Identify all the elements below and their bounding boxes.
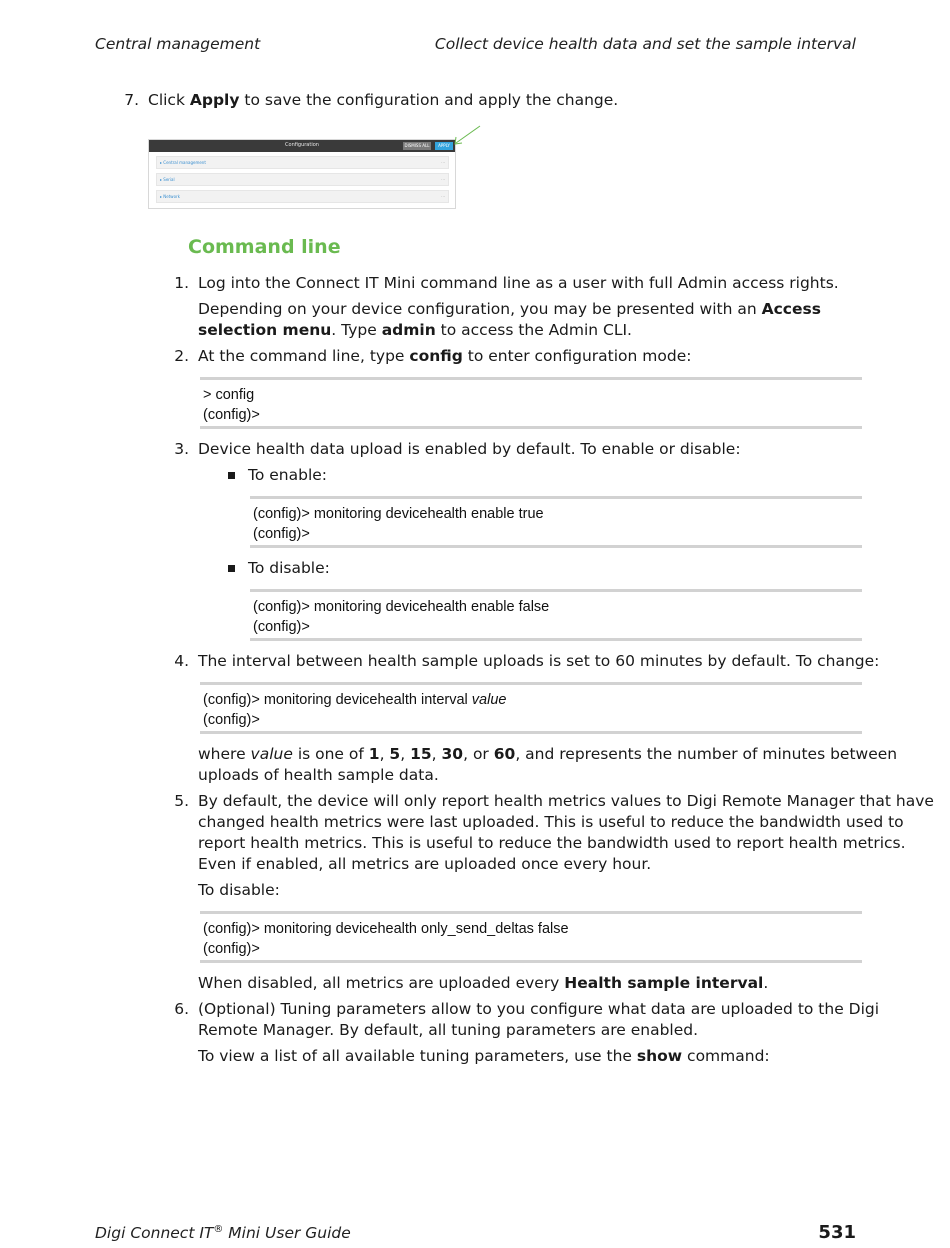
page-number: 531: [818, 1222, 856, 1243]
code-line: (config)> monitoring devicehealth interval value: [203, 692, 507, 708]
step-5-after: When disabled, all metrics are uploaded every Health sample interval.: [198, 974, 769, 992]
code-line: (config)>: [203, 712, 260, 728]
code-line: (config)> monitoring devicehealth enable true: [253, 506, 544, 522]
bullet-text: To disable:: [248, 559, 330, 577]
screenshot-titlebar: [149, 140, 455, 152]
step-number: 6.: [174, 1000, 189, 1018]
bullet-text: To enable:: [248, 466, 328, 484]
step-number: 4.: [174, 652, 189, 670]
step-text: The interval between health sample uploads is set to 60 minutes by default. To change:: [198, 652, 880, 670]
bullet-icon: [228, 565, 235, 572]
code-line: (config)>: [203, 941, 260, 957]
running-header-right: Collect device health data and set the sample interval: [434, 35, 856, 53]
running-footer: Digi Connect IT® Mini User Guide: [95, 1224, 351, 1243]
screenshot-row: ▸ Serial ⋯: [156, 173, 449, 186]
pointer-arrow-icon: [452, 124, 482, 148]
code-line: (config)> monitoring devicehealth only_send_deltas false: [203, 921, 569, 937]
code-line: (config)>: [253, 526, 310, 542]
step-text: Log into the Connect IT Mini command line as a user with full Admin access rights.: [198, 274, 839, 292]
step-text: Device health data upload is enabled by default. To enable or disable:: [198, 440, 741, 458]
step-number: 5.: [174, 792, 189, 810]
code-line: (config)>: [253, 619, 310, 635]
step-text: Click Apply to save the configuration and apply the change.: [148, 91, 619, 109]
code-block: [200, 377, 862, 429]
step-text: At the command line, type config to enter configuration mode:: [198, 347, 692, 365]
step-number: 1.: [174, 274, 189, 292]
code-block: [200, 911, 862, 963]
step-number: 3.: [174, 440, 189, 458]
screenshot-row: ▸ Network ⋯: [156, 190, 449, 203]
section-title: Command line: [188, 236, 341, 258]
code-block: [250, 496, 862, 548]
bullet-icon: [228, 472, 235, 479]
configuration-screenshot: [148, 139, 456, 209]
screenshot-apply-button: APPLY: [435, 142, 453, 150]
step-6-note: To view a list of all available tuning parameters, use the show command:: [198, 1047, 770, 1065]
code-block: [200, 682, 862, 734]
code-line: (config)> monitoring devicehealth enable false: [253, 599, 550, 615]
step-number: 7.: [124, 91, 139, 109]
step-text: By default, the device will only report health metrics values to Digi Remote Manager that have changed health metrics were last uploaded. This is useful to reduce the bandwidth used to report health metrics. This is useful to reduce the bandwidth used to report health metrics. Even if enabled, all metrics are uploaded once every hour.: [198, 792, 934, 873]
step-text: (Optional) Tuning parameters allow to you configure what data are uploaded to the Digi Remote Manager. By default, all tuning parameters are enabled.: [198, 1000, 880, 1039]
step-number: 2.: [174, 347, 189, 365]
screenshot-dismiss-button: DISMISS ALL: [404, 143, 430, 148]
code-block: [250, 589, 862, 641]
code-line: (config)>: [203, 407, 260, 423]
code-line: > config: [203, 387, 255, 403]
screenshot-row: ▸ Central management ⋯: [156, 156, 449, 169]
running-header-left: Central management: [95, 35, 261, 53]
step-4-note: where value is one of 1, 5, 15, 30, or 60, and represents the number of minutes between uploads of health sample data.: [198, 745, 898, 784]
screenshot-title: Configuration: [285, 142, 319, 148]
step-5-disable-label: To disable:: [198, 881, 280, 899]
step-1-note: Depending on your device configuration, you may be presented with an Access selection menu. Type admin to access the Admin CLI.: [198, 300, 821, 339]
